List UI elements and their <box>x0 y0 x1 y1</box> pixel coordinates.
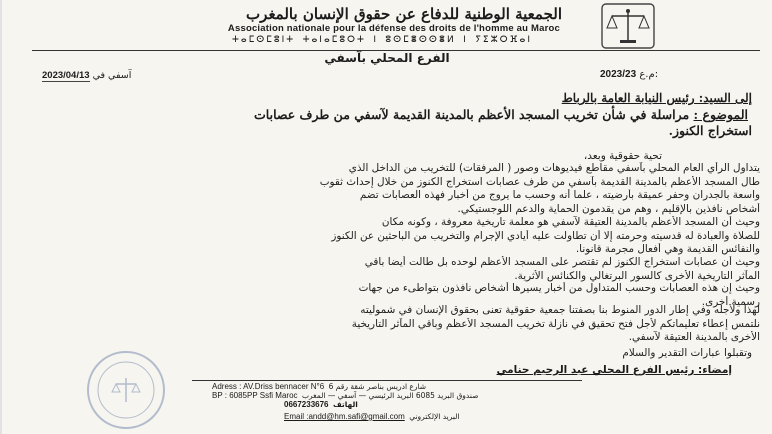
paragraph-line: وحيث إن هذه العصابات وحسب المتداول من أخبار يسيرها أشخاص نافذون بتواطىء من جهات <box>358 282 760 294</box>
branch-title: الفرع المحلي بآسفي <box>324 51 450 65</box>
phone-number: 0667233676 <box>284 400 329 409</box>
reference-label: م.ع: <box>639 69 659 80</box>
phone-label: الهاتف <box>332 400 358 409</box>
org-name-arabic: الجمعية الوطنية للدفاع عن حقوق الإنسان بالمغرب <box>246 5 562 23</box>
paragraph-line: وحيث أن عصابات استخراج الكنوز لم تقتصر على المسجد الأعظم لوحده بل طالت أيضا باقي <box>364 256 760 268</box>
email-address: Email :andd@hm.safi@gmail.com <box>284 412 405 421</box>
subject-label: الموضوع : <box>693 107 748 122</box>
reference-number: 2023/23 <box>600 69 637 80</box>
subject-line-1 <box>254 107 748 122</box>
paragraph-line: لهذا ولأجله وفي إطار الدور المنوط بنا بصفتنا جمعية حقوقية تعنى بحقوق الإنسان في شموليته <box>360 304 760 316</box>
paragraph <box>18 304 760 345</box>
address-arabic: شارع ادريس بناصر شقة رقم 6 <box>328 382 427 391</box>
greeting: تحية حقوقية وبعد، <box>583 150 662 162</box>
date-prefix: آسفي في <box>92 70 132 81</box>
letter-date: 2023/04/13 <box>42 70 90 81</box>
paragraph-line: رسمية أخرى. <box>701 295 760 308</box>
org-name-amazigh: ⵜⴰⵎⵙⵎⵓⵏⵜ ⵜⴰⵏⴰⵎⵓⵔⵜ ⵏ ⵓⵙⵎⴻⵙⵙⴻⵍ ⵏ ⵢⵉⵣⵔⴼⴰⵏ <box>232 35 532 45</box>
subject-text-1: مراسلة في شأن تخريب المسجد الأعظم بالمدينة القديمة لآسفي من طرف عصابات <box>254 107 690 122</box>
footer-divider <box>192 380 582 381</box>
bp-arabic: صندوق البريد 6085 البريد الرئيسي — آسفي — المغرب <box>301 391 479 400</box>
paragraph-line: واسعة بالجدران وحفر عميقة بأرضيته ، علما أنه وحسب ما يروج من أخبار فهذه العصابات تضم <box>359 189 760 201</box>
email-label: البريد الإلكتروني <box>409 412 460 421</box>
paragraph <box>18 216 760 257</box>
paragraph-line: والنفائس القديمة وهي أفعال مجرمة قانونا. <box>575 243 760 255</box>
paragraph-line: للصلاة والعبادة له قدسيته وحرمته إلا أن تطاولت عليه أيادي الإجرام والتخريب من الباحثين عن الكنوز <box>331 229 760 242</box>
address-french: Adress : AV.Driss bennacer N°6 <box>212 382 325 391</box>
closing-line: وتقبلوا عبارات التقدير والسلام <box>622 347 752 359</box>
paragraph <box>18 162 760 216</box>
paragraph-line: الأخرى بالمدينة العتيقة لآسفي. <box>628 331 760 343</box>
scales-of-justice-logo-icon <box>600 2 656 50</box>
paragraph-line: المآثر التاريخية الأخرى كالسور البرتغالي والكنائس الأثرية. <box>514 269 760 282</box>
reference-line <box>600 69 658 80</box>
contact-email <box>284 412 460 422</box>
paragraph-line: نلتمس إعطاء تعليماتكم لأجل فتح تحقيق في نازلة تخريب المسجد الأعظم وباقي المآثر التاريخية <box>351 317 760 330</box>
recipient: إلى السيد: رئيس النيابة العامة بالرباط <box>561 91 752 105</box>
paragraph-line: وحيث أن المسجد الأعظم بالمدينة العتيقة لآسفي هو معلمة تاريخية معروفة ، وكونه مكان <box>381 216 760 228</box>
contact-phone <box>284 400 358 410</box>
paragraph-line: يتداول الرأي العام المحلي بآسفي مقاطع فيديوهات وصور ( المرفقات) للتخريب من الداخل الذي <box>348 162 760 174</box>
bp-french: BP : 6085PP Ssfi Maroc <box>212 391 298 400</box>
date-line <box>42 70 131 81</box>
paragraph <box>18 256 760 283</box>
paragraph-line: أشخاص نافذين بالإقليم ، وهم من يقدمون الحماية والدعم اللوجستيكي. <box>457 202 760 215</box>
org-name-french: Association nationale pour la défense des droits de l'homme au Maroc <box>227 23 560 34</box>
paragraph-line: طال المسجد الأعظم بالمدينة القديمة بآسفي من طرف عصابات استخراج الكنوز من خلال إحداث ثقوب <box>319 175 760 188</box>
subject-line-2: استخراج الكنوز. <box>668 123 752 138</box>
association-stamp-icon <box>52 340 200 432</box>
signature-line: إمضاء: رئيس الفرع المحلي عبد الرحيم حنامي <box>496 364 732 376</box>
